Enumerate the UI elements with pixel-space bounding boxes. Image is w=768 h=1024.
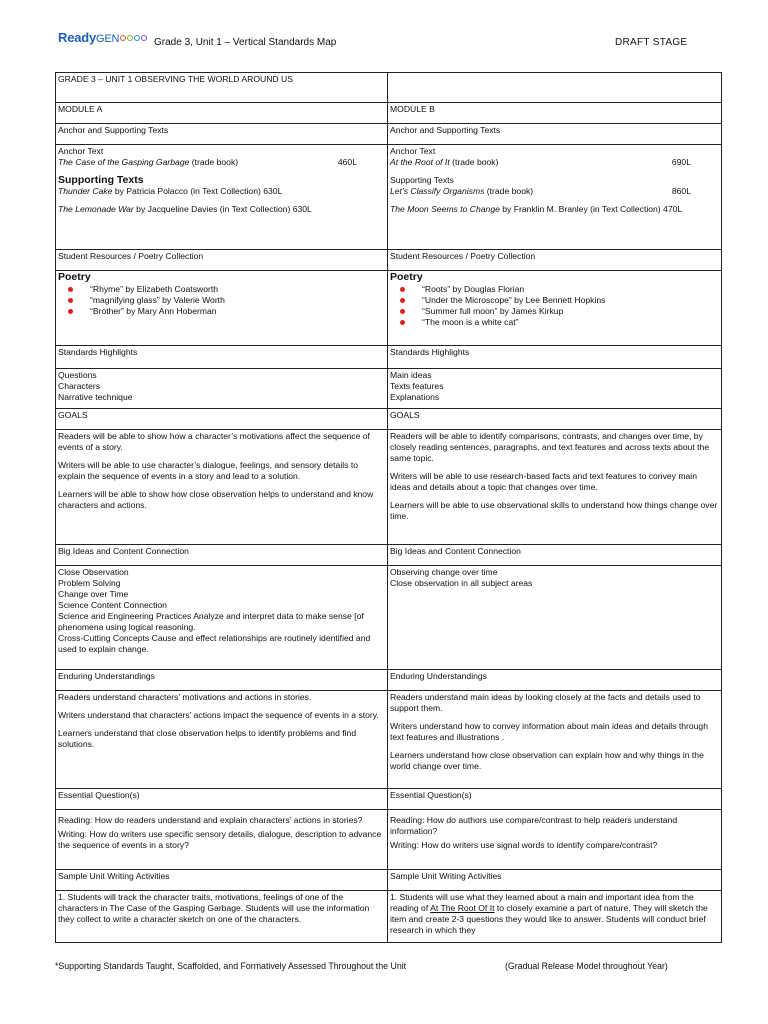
big-idea-item: Problem Solving	[58, 578, 121, 588]
module-a-anchor-texts	[56, 145, 388, 250]
list-item	[422, 284, 719, 295]
poem-title: “Brother” by Mary Ann Hoberman	[90, 306, 217, 316]
logo-dot-icon	[127, 35, 133, 41]
supporting-text-detail: by Franklin M. Branley (in Text Collection) 470L	[499, 204, 683, 214]
list-item	[90, 306, 385, 317]
list-item	[422, 306, 719, 317]
enduring-heading-row	[56, 670, 722, 691]
anchor-text-label: Anchor Text	[390, 146, 436, 156]
readygen-logo	[58, 30, 147, 45]
module-b-anchor-texts	[388, 145, 722, 250]
anchor-text-type: (trade book)	[449, 157, 499, 167]
section-heading: Anchor and Supporting Texts	[56, 124, 388, 145]
poem-title: “Rhyme” by Elizabeth Coatsworth	[90, 284, 218, 294]
module-b-goals	[388, 430, 722, 545]
essential-question: Writing: How do writers use specific sensory details, dialogue, description to advance the sequence of events in a story?	[58, 829, 382, 850]
section-heading: Big Ideas and Content Connection	[388, 545, 722, 566]
essential-question: Writing: How do writers use signal words to identify compare/contrast?	[390, 840, 658, 850]
module-a-goals	[56, 430, 388, 545]
module-b-enduring	[388, 691, 722, 789]
writing-row	[56, 891, 722, 943]
standard-item: Main ideas	[390, 370, 432, 380]
list-item	[90, 284, 385, 295]
essential-row	[56, 810, 722, 870]
anchor-text-type: (trade book)	[189, 157, 239, 167]
anchor-texts-row	[56, 145, 722, 250]
document-title: Grade 3, Unit 1 – Vertical Standards Map	[154, 37, 337, 48]
essential-question: Reading: How do readers understand and explain characters’ actions in stories?	[58, 815, 363, 825]
page-header	[0, 0, 768, 60]
anchor-text-label: Anchor Text	[58, 146, 104, 156]
big-idea-item: Observing change over time	[390, 567, 498, 577]
poetry-heading: Poetry	[390, 271, 423, 283]
section-heading: Student Resources / Poetry Collection	[56, 250, 388, 271]
section-heading: Standards Highlights	[56, 346, 388, 369]
unit-title-empty	[388, 73, 722, 103]
goal-item: Readers will be able to show how a character’s motivations affect the sequence of events of a story.	[58, 431, 370, 452]
section-heading: Enduring Understandings	[388, 670, 722, 691]
big-idea-item: Close observation in all subject areas	[390, 578, 533, 588]
standards-heading-row	[56, 346, 722, 369]
draft-stage-label: DRAFT STAGE	[615, 37, 688, 48]
supporting-text-entry	[390, 204, 719, 215]
big-idea-item: Science and Engineering Practices Analyze and interpret data to make sense [of phenomena using logical reasoning.	[58, 611, 364, 632]
section-heading: GOALS	[388, 409, 722, 430]
big-ideas-heading-row	[56, 545, 722, 566]
goal-item: Writers will be able to use character’s dialogue, feelings, and sensory details to explain the sequence of events in a story and lead to a solution.	[58, 460, 358, 481]
poem-title: “magnifying glass” by Valerie Worth	[90, 295, 225, 305]
supporting-text-detail: by Patricia Polacco (in Text Collection) 630L	[112, 186, 283, 196]
supporting-text-title: Thunder Cake	[58, 186, 113, 196]
poem-list	[390, 284, 719, 328]
supporting-text-title: The Moon Seems to Change	[390, 204, 500, 214]
unit-title: GRADE 3 – UNIT 1 OBSERVING THE WORLD AROUND US	[56, 73, 388, 103]
enduring-item: Readers understand main ideas by looking closely at the facts and details used to support them.	[390, 692, 701, 713]
module-a-standards	[56, 369, 388, 409]
enduring-item: Learners understand how close observation can explain how and why things in the world change over time.	[390, 750, 704, 771]
anchor-text-entry	[390, 157, 719, 168]
section-heading: Essential Question(s)	[56, 789, 388, 810]
anchor-heading-row	[56, 124, 722, 145]
standard-item: Explanations	[390, 392, 440, 402]
supporting-texts-heading: Supporting Texts	[390, 175, 454, 185]
goal-item: Writers will be able to use research-based facts and text features to convey main ideas and details about a topic that changes over time.	[390, 471, 697, 492]
section-heading: Standards Highlights	[388, 346, 722, 369]
section-heading: Big Ideas and Content Connection	[56, 545, 388, 566]
writing-activity: 1. Students will track the character traits, motivations, feelings of one of the characters in The Case of the Gasping Garbage. Students will use the information they collect to write a character sketch on one of the characters.	[58, 892, 370, 924]
writing-activity-book-title: At The Root Of It	[430, 903, 495, 913]
essential-heading-row	[56, 789, 722, 810]
section-heading: Student Resources / Poetry Collection	[388, 250, 722, 271]
supporting-text-type: (trade book)	[484, 186, 534, 196]
logo-dot-icon	[134, 35, 140, 41]
section-heading: Enduring Understandings	[56, 670, 388, 691]
supporting-text-detail: by Jacqueline Davies (in Text Collection) 630L	[133, 204, 312, 214]
supporting-texts-heading: Supporting Texts	[58, 174, 144, 186]
goals-row	[56, 430, 722, 545]
section-heading: GOALS	[56, 409, 388, 430]
supporting-text-title-group	[390, 186, 533, 197]
poem-title: “Roots” by Douglas Florian	[422, 284, 525, 294]
module-a-label: MODULE A	[56, 103, 388, 124]
goals-heading-row	[56, 409, 722, 430]
poem-title: “Summer full moon” by James Kirkup	[422, 306, 564, 316]
enduring-item: Readers understand characters’ motivations and actions in stories.	[58, 692, 312, 702]
bullet-icon	[68, 298, 73, 303]
module-b-standards	[388, 369, 722, 409]
writing-activity-text: 1. Students will use what they learned about a main and important idea from the reading of	[390, 892, 694, 913]
standard-item: Texts features	[390, 381, 444, 391]
standard-item: Narrative technique	[58, 392, 133, 402]
poem-title: “The moon is a white cat”	[422, 317, 519, 327]
module-row	[56, 103, 722, 124]
module-b-big-ideas	[388, 566, 722, 670]
list-item	[422, 295, 719, 306]
enduring-row	[56, 691, 722, 789]
goal-item: Learners will be able to show how close observation helps to understand and know characters and actions.	[58, 489, 374, 510]
supporting-text-lexile: 860L	[671, 186, 691, 196]
section-heading: Sample Unit Writing Activities	[56, 870, 388, 891]
resources-heading-row	[56, 250, 722, 271]
enduring-item: Writers understand how to convey information about main ideas and details through text features and illustrations .	[390, 721, 708, 742]
module-a-big-ideas	[56, 566, 388, 670]
goal-item: Learners will be able to use observational skills to understand how things change over time.	[390, 500, 718, 521]
big-idea-item: Cross-Cutting Concepts Cause and effect relationships are routinely identified and used to explain change.	[58, 633, 371, 654]
writing-heading-row	[56, 870, 722, 891]
standards-row	[56, 369, 722, 409]
standard-item: Questions	[58, 370, 97, 380]
supporting-text-entry	[390, 186, 719, 197]
anchor-text-title: At the Root of It	[390, 157, 450, 167]
section-heading: Anchor and Supporting Texts	[388, 124, 722, 145]
anchor-text-title-group	[58, 157, 238, 168]
list-item	[422, 317, 719, 328]
supporting-text-entry	[58, 204, 385, 215]
supporting-text-title: Let’s Classify Organisms	[390, 186, 485, 196]
standard-item: Characters	[58, 381, 101, 391]
poetry-row	[56, 271, 722, 346]
supporting-text-entry	[58, 186, 385, 197]
logo-gen-text: GEN	[96, 33, 120, 45]
list-item	[90, 295, 385, 306]
standards-map-table	[55, 72, 722, 943]
bullet-icon	[400, 287, 405, 292]
module-a-writing	[56, 891, 388, 943]
module-b-label: MODULE B	[388, 103, 722, 124]
supporting-text-title: The Lemonade War	[58, 204, 134, 214]
anchor-text-title: The Case of the Gasping Garbage	[58, 157, 190, 167]
logo-dot-icon	[141, 35, 147, 41]
bullet-icon	[400, 298, 405, 303]
module-a-enduring	[56, 691, 388, 789]
logo-dot-icon	[120, 35, 126, 41]
poem-title: “Under the Microscope” by Lee Bennett Hopkins	[422, 295, 606, 305]
poem-list	[58, 284, 385, 317]
module-b-writing	[388, 891, 722, 943]
bullet-icon	[400, 309, 405, 314]
writing-activity-text: to closely examine a part of nature. They will sketch the item and create 2-3 questions they would like to answer. Students will conduct brief research in which they	[390, 903, 708, 935]
big-ideas-row	[56, 566, 722, 670]
bullet-icon	[68, 309, 73, 314]
section-heading: Essential Question(s)	[388, 789, 722, 810]
goal-item: Readers will be able to identify comparisons, contrasts, and changes over time, by closely reading sentences, paragraphs, and text features and across texts about the same topic.	[390, 431, 710, 463]
enduring-item: Learners understand that close observation helps to identify problems and find solutions.	[58, 728, 357, 749]
footer-note: *Supporting Standards Taught, Scaffolded, and Formatively Assessed Throughout the Unit	[55, 961, 407, 971]
enduring-item: Writers understand that characters’ actions impact the sequence of events in a story.	[58, 710, 379, 720]
essential-question: Reading: How do authors use compare/contrast to help readers understand information?	[390, 815, 678, 836]
poetry-heading: Poetry	[58, 271, 91, 283]
footer-note-right: (Gradual Release Model throughout Year)	[505, 961, 668, 971]
anchor-text-entry	[58, 157, 385, 168]
big-idea-item: Science Content Connection	[58, 600, 167, 610]
module-b-essential	[388, 810, 722, 870]
anchor-text-lexile: 460L	[337, 157, 357, 167]
writing-activity	[390, 892, 719, 936]
anchor-text-title-group	[390, 157, 498, 168]
bullet-icon	[400, 320, 405, 325]
big-idea-item: Close Observation	[58, 567, 129, 577]
big-idea-item: Change over Time	[58, 589, 129, 599]
section-heading: Sample Unit Writing Activities	[388, 870, 722, 891]
module-a-poetry	[56, 271, 388, 346]
unit-title-row	[56, 73, 722, 103]
logo-text: Ready	[58, 30, 97, 45]
module-b-poetry	[388, 271, 722, 346]
anchor-text-lexile: 690L	[671, 157, 691, 167]
bullet-icon	[68, 287, 73, 292]
module-a-essential	[56, 810, 388, 870]
